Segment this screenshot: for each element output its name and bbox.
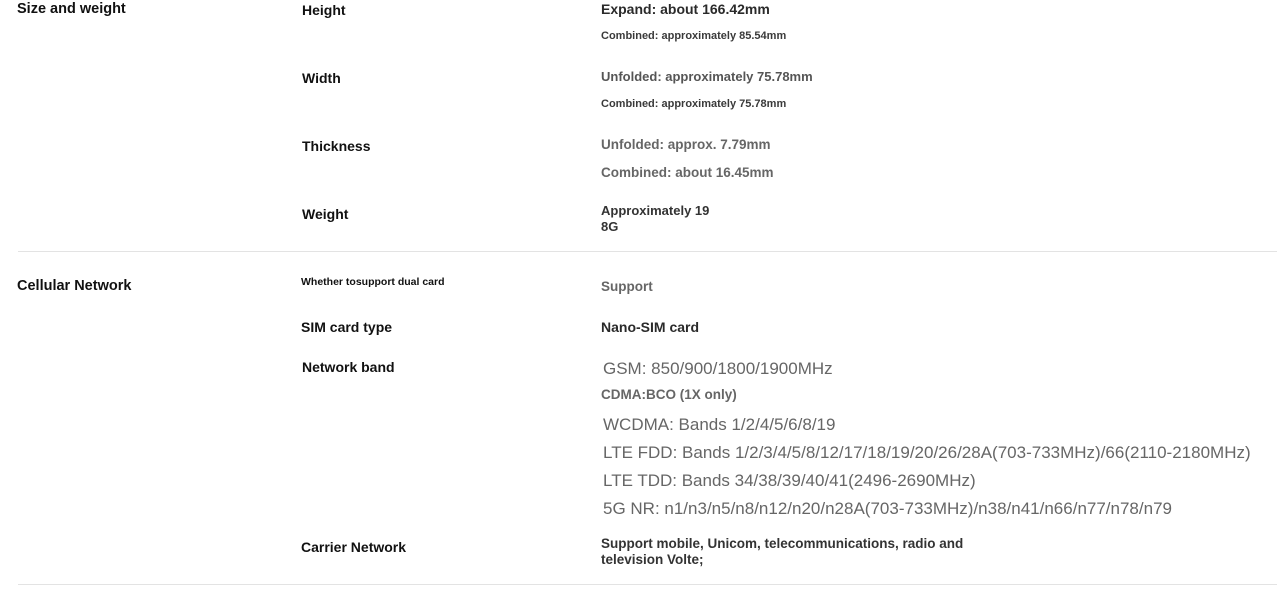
spec-value-height-expanded: Expand: about 166.42mm <box>601 1 770 17</box>
section-divider <box>18 251 1277 252</box>
spec-value-thickness-unfolded: Unfolded: approx. 7.79mm <box>601 137 771 152</box>
spec-label-carrier-network: Carrier Network <box>301 539 407 555</box>
network-band-wcdma: WCDMA: Bands 1/2/4/5/6/8/19 <box>603 415 836 434</box>
spec-label-sim-type: SIM card type <box>301 319 393 335</box>
network-band-5g-nr: 5G NR: n1/n3/n5/n8/n12/n20/n28A(703-733MHz)/n38/n41/n66/n77/n78/n79 <box>603 499 1172 518</box>
spec-value-thickness-combined: Combined: about 16.45mm <box>601 165 774 180</box>
network-band-gsm: GSM: 850/900/1800/1900MHz <box>603 359 833 378</box>
network-band-lte-fdd: LTE FDD: Bands 1/2/3/4/5/8/12/17/18/19/20/26/28A(703-733MHz)/66(2110-2180MHz) <box>603 443 1251 462</box>
spec-label-thickness: Thickness <box>302 138 371 154</box>
section-divider <box>18 584 1277 585</box>
spec-label-network-band: Network band <box>302 359 395 375</box>
spec-value-weight: Approximately 19 8G <box>601 203 710 234</box>
network-band-lte-tdd: LTE TDD: Bands 34/38/39/40/41(2496-2690MHz) <box>603 471 976 490</box>
spec-value-width-combined: Combined: approximately 75.78mm <box>601 98 787 110</box>
spec-value-carrier-network: Support mobile, Unicom, telecommunications, radio and television Volte; <box>601 536 964 567</box>
spec-label-height: Height <box>302 2 346 18</box>
spec-value-height-combined: Combined: approximately 85.54mm <box>601 30 787 42</box>
spec-value-width-unfolded: Unfolded: approximately 75.78mm <box>601 69 813 84</box>
spec-label-dual-card: Whether tosupport dual card <box>301 276 445 288</box>
spec-value-sim-type: Nano-SIM card <box>601 319 700 335</box>
section-title-cellular-network: Cellular Network <box>17 278 132 294</box>
spec-label-weight: Weight <box>302 206 349 222</box>
spec-label-width: Width <box>302 70 341 86</box>
network-band-cdma: CDMA:BCO (1X only) <box>601 387 737 402</box>
section-title-size-weight: Size and weight <box>17 1 126 17</box>
spec-value-dual-card: Support <box>601 279 653 294</box>
